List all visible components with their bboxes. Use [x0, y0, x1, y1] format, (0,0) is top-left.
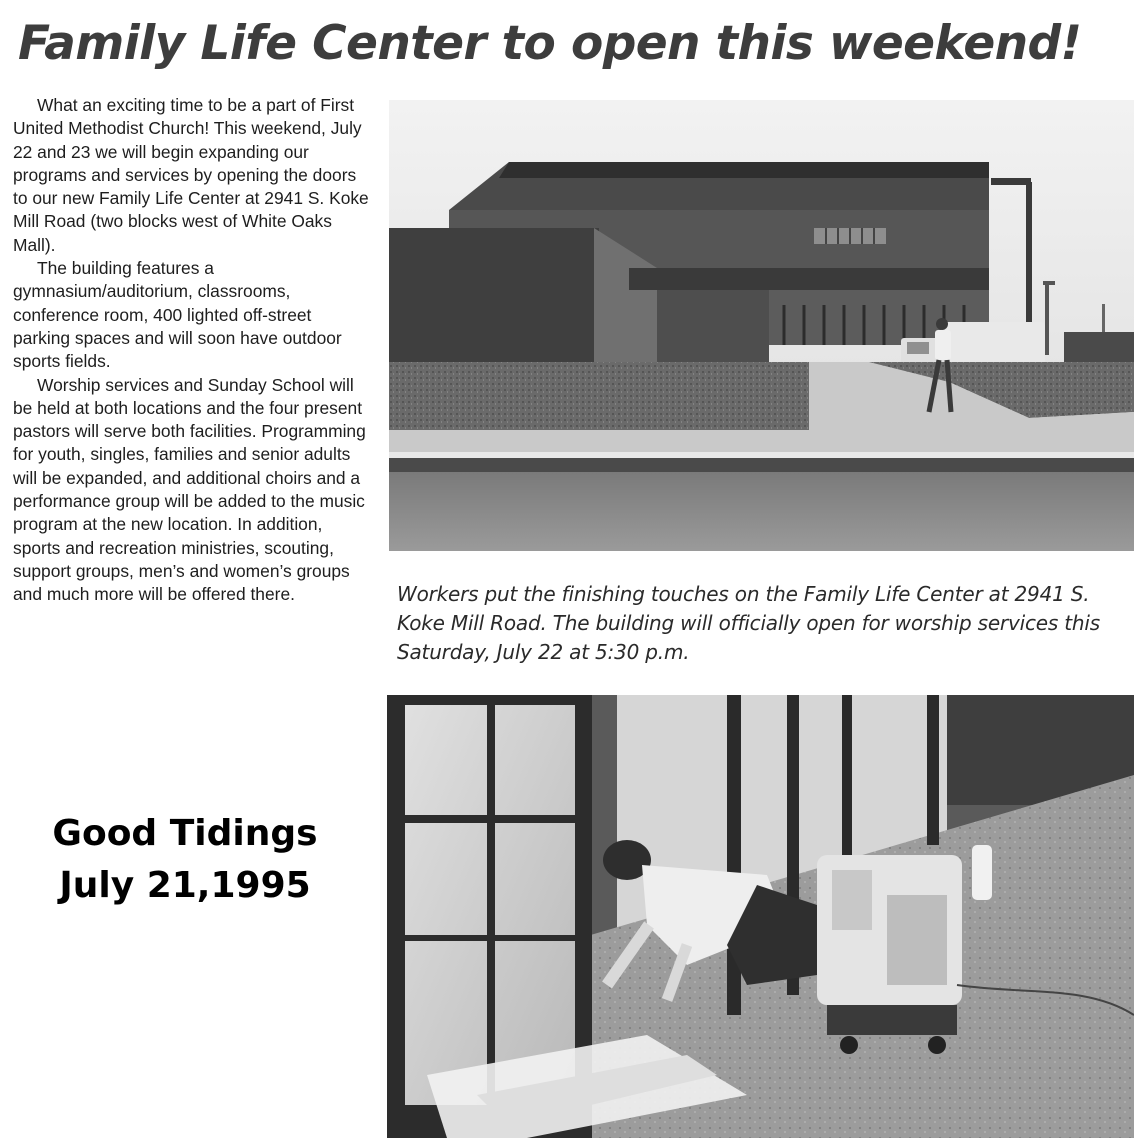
- article-paragraph: Worship services and Sunday School will be held at both locations and the four present pastors will serve both facilities. Programming for youth, singles, families and senior adults will be expanded, and additional choirs and a performance group will be added to the music program at the new location. In addition, sports and recreation ministries, scouting, support groups, men’s and women’s groups and much more will be offered there.: [13, 374, 366, 605]
- publication-date: July 21,1995: [59, 865, 311, 906]
- article-paragraph: The building features a gymnasium/auditorium, classrooms, conference room, 400 lighted off-street parking spaces and will soon have outdoor sports fields.: [13, 258, 342, 372]
- exterior-building-illustration: [389, 100, 1134, 551]
- interior-worker-cleaning-photo: [387, 695, 1134, 1138]
- photo-caption: Workers put the finishing touches on the Family Life Center at 2941 S. Koke Mill Road. The building will officially open for worship services this Saturday, July 22 at 5:30 p.m.: [397, 582, 1100, 664]
- article-paragraph: What an exciting time to be a part of First United Methodist Church! This weekend, July 22 and 23 we will begin expanding our programs and services by opening the doors to our new Family Life Center at 2941 S. Koke Mill Road (two blocks west of White Oaks Mall).: [13, 95, 369, 255]
- exterior-building-photo: [389, 100, 1134, 551]
- interior-cleaning-illustration: [387, 695, 1134, 1138]
- publication-stamp: [12, 808, 358, 912]
- publication-name: Good Tidings: [52, 813, 318, 854]
- article-body: [13, 94, 373, 607]
- headline: Family Life Center to open this weekend!: [18, 16, 1082, 71]
